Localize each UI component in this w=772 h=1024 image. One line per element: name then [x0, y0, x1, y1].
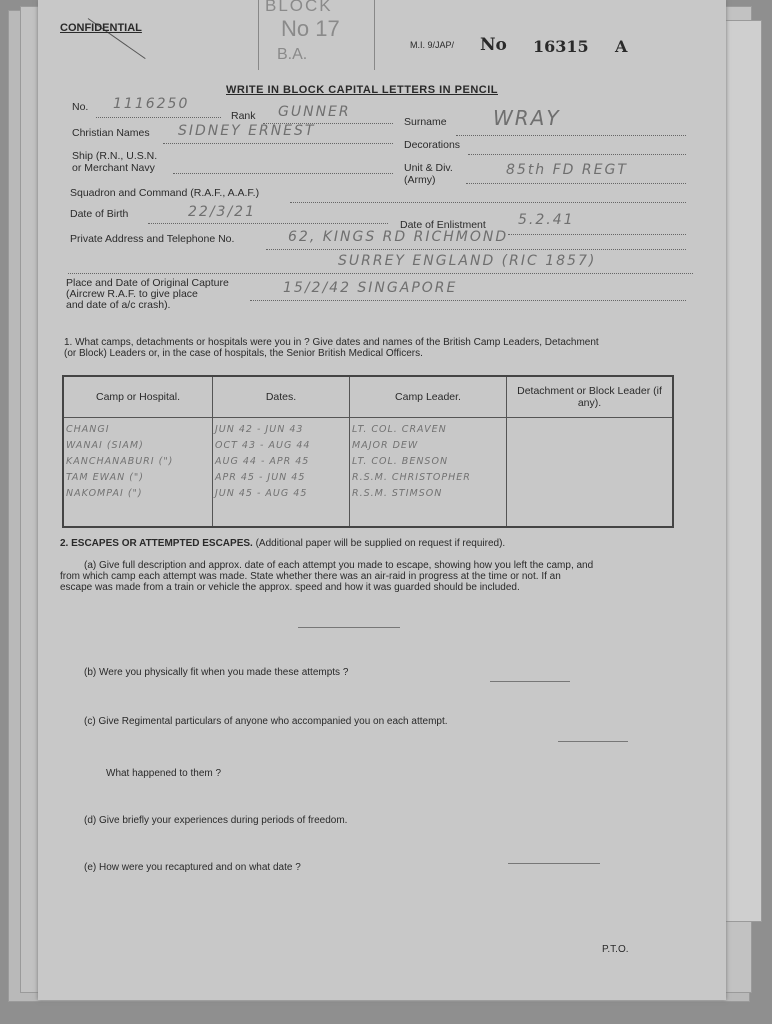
instruction-heading: WRITE IN BLOCK CAPITAL LETTERS IN PENCIL — [226, 84, 498, 96]
section-2-title: 2. ESCAPES OR ATTEMPTED ESCAPES. — [60, 538, 253, 549]
camp-entry: TAM EWAN (") — [66, 472, 144, 483]
question-c-followup: What happened to them ? — [106, 768, 222, 779]
col-leader: Camp Leader. — [350, 376, 507, 418]
ship-dotline — [173, 172, 393, 174]
answer-line-b — [490, 680, 570, 682]
date-entry: AUG 44 - APR 45 — [215, 456, 310, 467]
detachment-cell — [507, 418, 674, 528]
dates-cell — [213, 418, 350, 528]
leaders-cell — [350, 418, 507, 528]
no-label: No. — [72, 101, 89, 113]
question-a-line1: (a) Give full description and approx. date of each attempt you made to escape, showing how you left the camp, and — [84, 560, 594, 571]
surname-value: WRAY — [493, 106, 561, 130]
dob-dotline — [148, 222, 388, 224]
answer-line-a — [298, 626, 400, 628]
date-entry: APR 45 - JUN 45 — [215, 472, 306, 483]
ship-label-line2: or Merchant Navy — [72, 162, 155, 174]
camps-table-body — [63, 418, 673, 528]
camps-table-header — [63, 376, 673, 418]
camps-cell — [63, 418, 213, 528]
unit-label — [404, 162, 453, 186]
no-value: 1116250 — [113, 96, 190, 112]
ship-label — [72, 150, 157, 174]
camp-entry: NAKOMPAI (") — [66, 488, 143, 499]
serial-number: 16315 — [533, 37, 589, 56]
address-line-2: SURREY ENGLAND (RIC 1857) — [338, 253, 597, 269]
date-entry: JUN 42 - JUN 43 — [215, 424, 304, 435]
col-dates: Dates. — [213, 376, 350, 418]
leader-entry: MAJOR DEW — [352, 440, 419, 451]
camp-entry: KANCHANABURI (") — [66, 456, 174, 467]
stamp-line-3: B.A. — [277, 46, 308, 63]
section-1-line1: 1. What camps, detachments or hospitals were you in ? Give dates and names of the British Camp Leaders, Detachment — [64, 337, 599, 348]
col-detachment: Detachment or Block Leader (if any). — [507, 376, 674, 418]
rank-value: GUNNER — [278, 104, 351, 120]
capture-dotline — [250, 299, 686, 301]
reference-code: M.I. 9/JAP/ — [410, 40, 455, 50]
question-a-line3: escape was made from a train or vehicle the approx. speed and how it was guarded should be included. — [60, 582, 520, 593]
question-e: (e) How were you recaptured and on what date ? — [84, 862, 301, 873]
pto-label: P.T.O. — [602, 944, 629, 955]
enlistment-dotline — [508, 233, 686, 235]
christian-names-value: SIDNEY ERNEST — [178, 123, 316, 139]
address-dotline-1 — [266, 248, 686, 250]
squadron-label: Squadron and Command (R.A.F., A.A.F.) — [70, 187, 260, 199]
decorations-label: Decorations — [404, 139, 461, 151]
question-a-line2: from which camp each attempt was made. State whether there was an air-raid in progress at the time or not. If an — [60, 571, 561, 582]
surname-dotline — [456, 134, 686, 136]
address-dotline-2 — [68, 272, 693, 274]
dob-label: Date of Birth — [70, 208, 129, 220]
camp-entry: CHANGI — [66, 424, 110, 435]
answer-line-e — [508, 862, 600, 864]
stamp-line-2: No 17 — [281, 16, 340, 41]
camp-entry: WANAI (SIAM) — [66, 440, 144, 451]
block-stamp — [258, 0, 375, 70]
section-2-note: (Additional paper will be supplied on request if required). — [255, 538, 506, 549]
confidential-label: CONFIDENTIAL — [60, 22, 142, 34]
decorations-dotline — [468, 153, 686, 155]
unit-value: 85th FD REGT — [506, 162, 628, 178]
question-d: (d) Give briefly your experiences during periods of freedom. — [84, 815, 348, 826]
leader-entry: R.S.M. CHRISTOPHER — [352, 472, 471, 483]
number-label: No — [480, 35, 507, 55]
christian-dotline — [163, 142, 393, 144]
address-line-1: 62, KINGS RD RICHMOND — [288, 229, 509, 245]
squadron-dotline — [290, 201, 686, 203]
answer-line-c — [558, 740, 628, 742]
section-2-heading — [60, 538, 505, 549]
capture-label-line1: Place and Date of Original Capture — [66, 277, 229, 289]
address-label: Private Address and Telephone No. — [70, 233, 235, 245]
date-entry: OCT 43 - AUG 44 — [215, 440, 311, 451]
question-a — [60, 560, 710, 593]
unit-label-line2: (Army) — [404, 174, 436, 186]
no-dotline — [96, 116, 221, 118]
date-entry: JUN 45 - AUG 45 — [215, 488, 308, 499]
serial-suffix: A — [615, 37, 628, 56]
rank-label: Rank — [231, 110, 256, 122]
capture-label-line2: (Aircrew R.A.F. to give place — [66, 288, 198, 300]
capture-label-line3: and date of a/c crash). — [66, 299, 171, 311]
capture-value: 15/2/42 SINGAPORE — [283, 280, 458, 296]
enlistment-label: Date of Enlistment — [400, 219, 486, 231]
stamp-line-1: BLOCK — [265, 0, 333, 15]
col-camp: Camp or Hospital. — [63, 376, 213, 418]
capture-label — [66, 278, 229, 311]
enlistment-value: 5.2.41 — [518, 212, 575, 228]
dob-value: 22/3/21 — [188, 204, 256, 220]
leader-entry: R.S.M. STIMSON — [352, 488, 443, 499]
section-1-question — [64, 337, 704, 359]
surname-label: Surname — [404, 116, 447, 128]
section-1-line2: (or Block) Leaders or, in the case of hospitals, the Senior British Medical Officers. — [64, 348, 423, 359]
pow-questionnaire-page — [38, 0, 726, 1000]
question-c: (c) Give Regimental particulars of anyone who accompanied you on each attempt. — [84, 716, 448, 727]
unit-label-line1: Unit & Div. — [404, 162, 453, 174]
unit-dotline — [466, 182, 686, 184]
question-b: (b) Were you physically fit when you made these attempts ? — [84, 667, 349, 678]
christian-names-label: Christian Names — [72, 127, 150, 139]
ship-label-line1: Ship (R.N., U.S.N. — [72, 150, 158, 162]
leader-entry: LT. COL. CRAVEN — [352, 424, 447, 435]
leader-entry: LT. COL. BENSON — [352, 456, 449, 467]
camps-table — [62, 375, 674, 528]
